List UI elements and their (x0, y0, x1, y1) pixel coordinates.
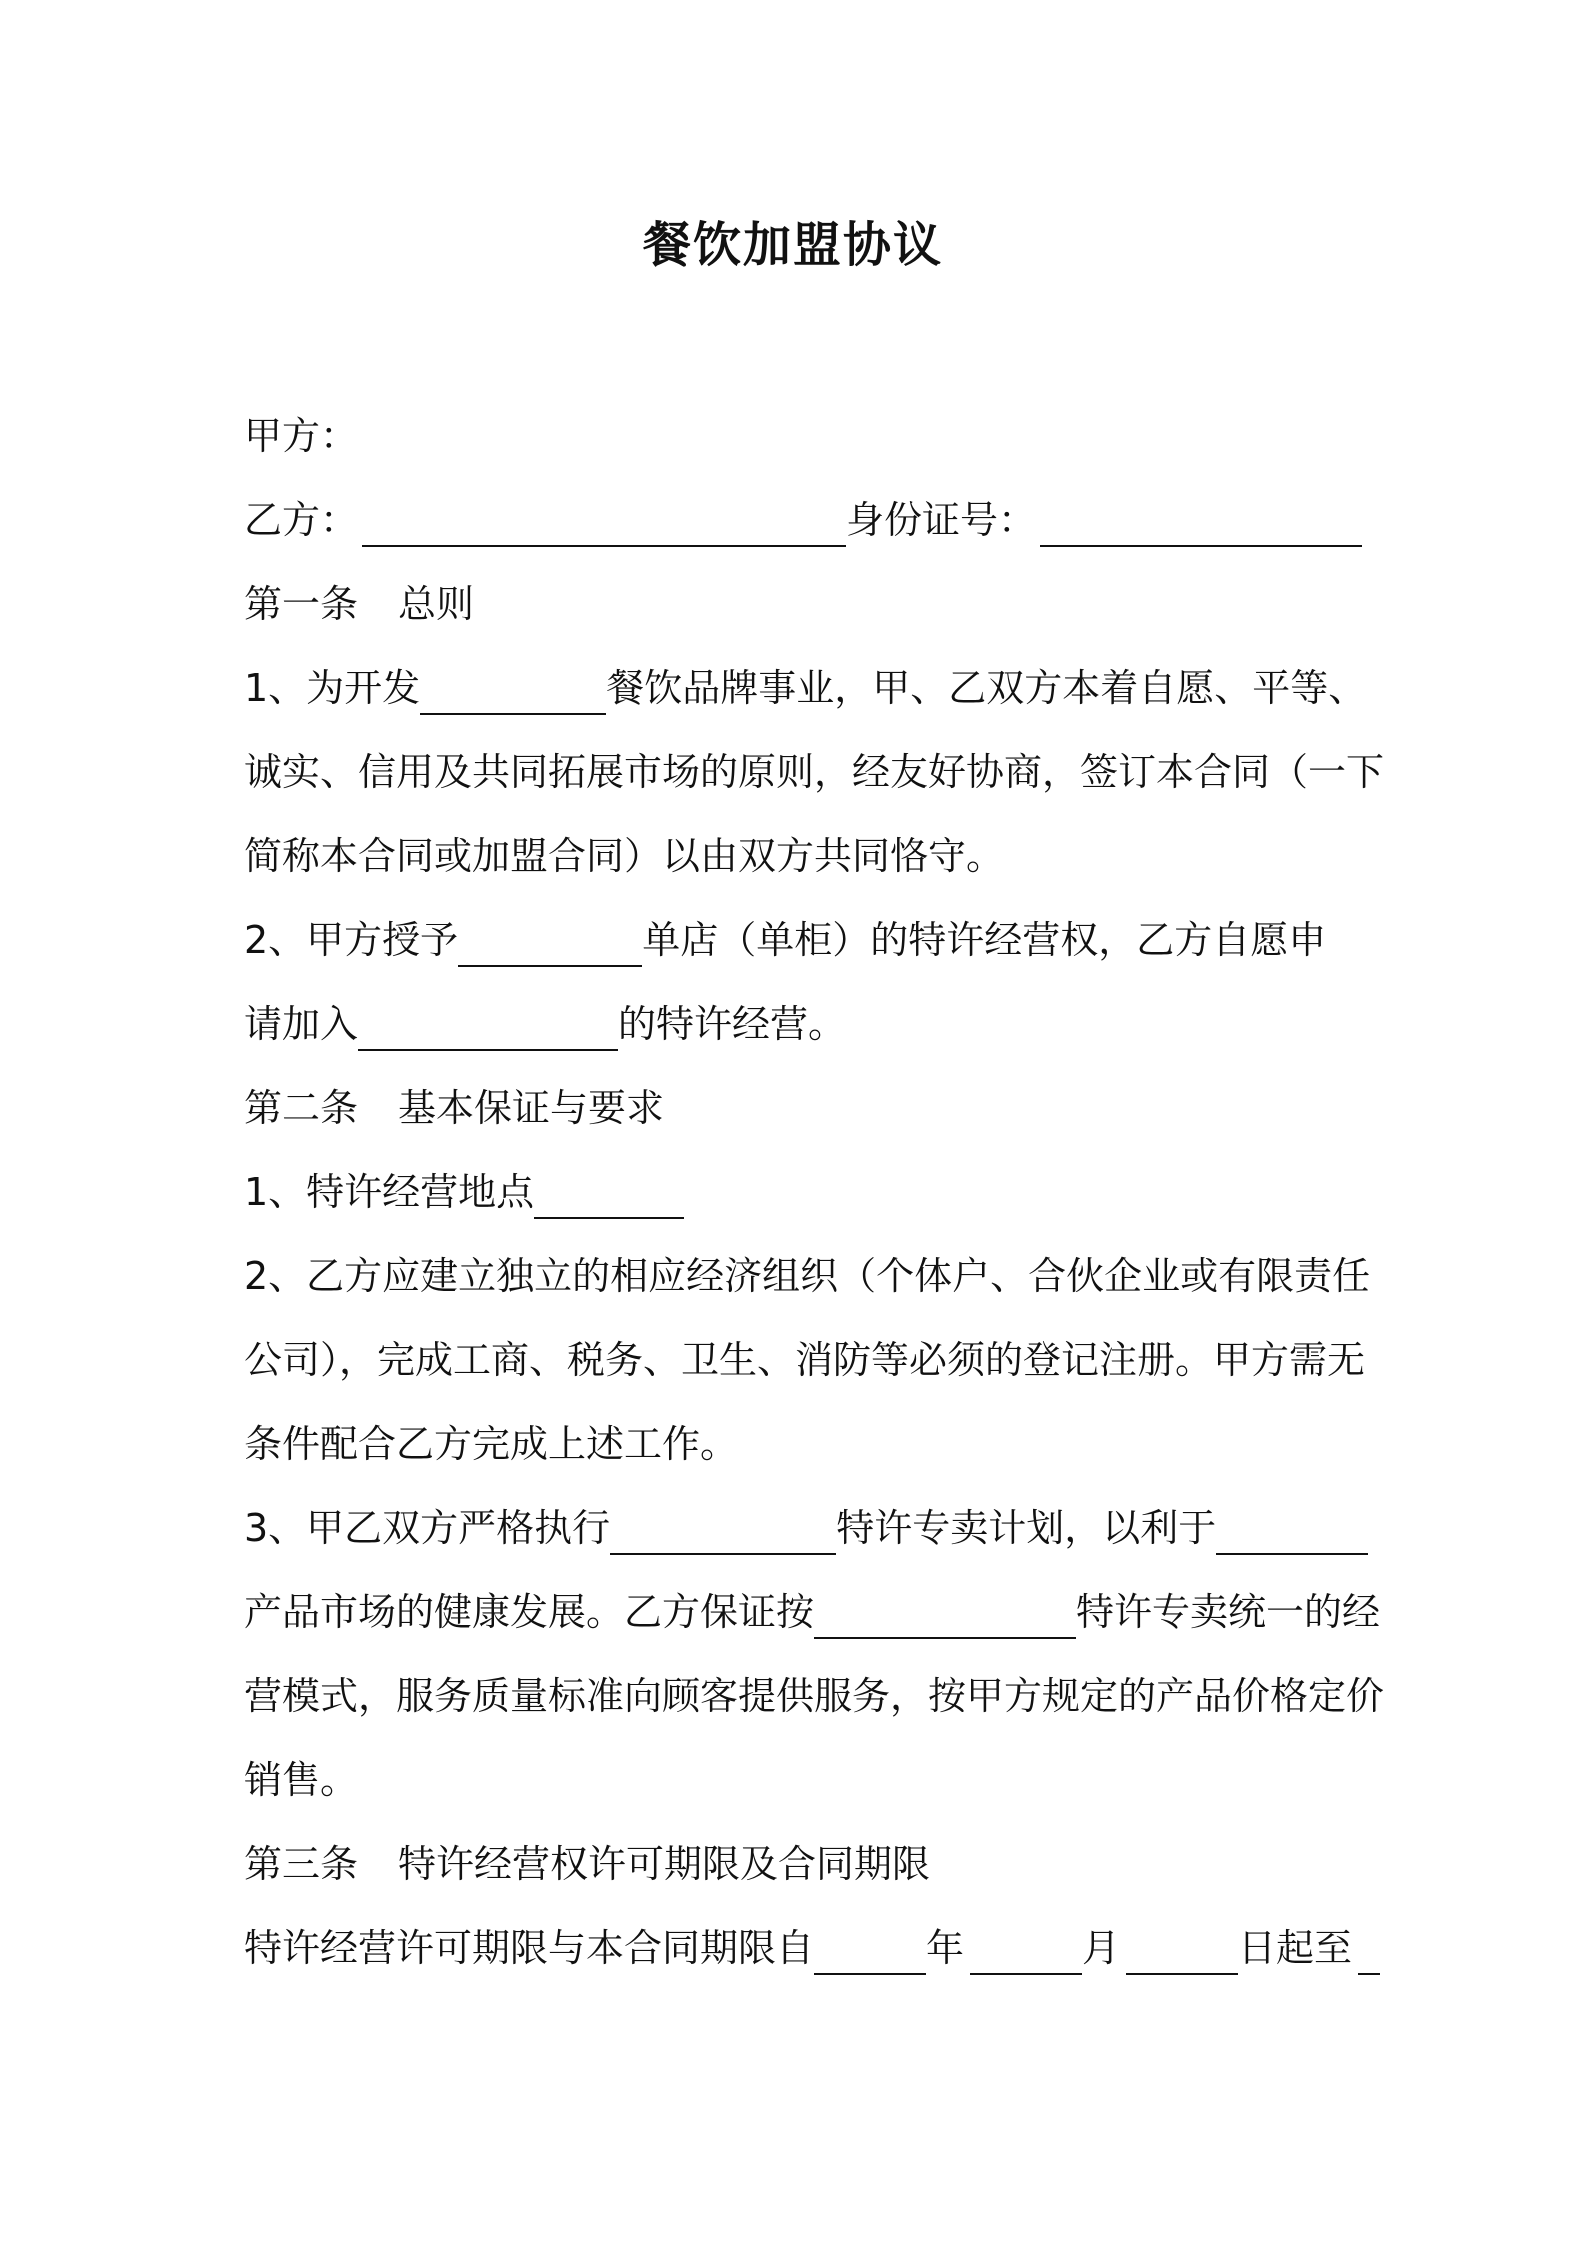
article-2-title: 基本保证与要求 (398, 1086, 665, 1130)
id-number-label: 身份证号： (846, 498, 1037, 542)
article-2-para-2-line-3: 条件配合乙方完成上述工作。 (244, 1422, 739, 1466)
article-1-heading (244, 574, 1354, 634)
end-date-blank[interactable] (1358, 1929, 1380, 1975)
article-1-para-1-line-3: 简称本合同或加盟合同）以由双方共同恪守。 (244, 834, 1005, 878)
party-a-line (244, 406, 1354, 466)
article-3-para-1-text: 特许经营许可期限与本合同期限自 (244, 1926, 815, 1970)
article-2-para-3-line-4: 销售。 (244, 1758, 359, 1802)
article-1-para-2-line-1 (244, 910, 1354, 970)
document-title: 餐饮加盟协议 (642, 217, 943, 273)
article-2-para-3-line-3: 营模式，服务质量标准向顾客提供服务，按甲方规定的产品价格定价 (244, 1674, 1385, 1718)
article-1-para-2-line-2 (244, 994, 1354, 1054)
party-b-label: 乙方： (244, 498, 359, 542)
year-label: 年 (926, 1926, 965, 1970)
article-1-label: 第一条 (244, 582, 359, 626)
article-2-para-1 (244, 1162, 1354, 1222)
article-1-para-1-line-1 (244, 658, 1367, 718)
article-1-para-2-text-b: 单店（单柜）的特许经营权，乙方自愿申 (642, 918, 1327, 962)
start-month-blank[interactable] (970, 1929, 1082, 1975)
article-1-para-2-text-c: 请加入 (244, 1002, 359, 1046)
article-2-para-3-text-b: 特许专卖计划，以利于 (836, 1506, 1217, 1550)
article-2-para-2-line-2: 公司），完成工商、税务、卫生、消防等必须的登记注册。甲方需无 (244, 1338, 1366, 1382)
article-1-para-2-text-a: 2、甲方授予 (244, 918, 459, 962)
product-brand-blank[interactable] (1216, 1509, 1368, 1555)
article-2-para-3-text-d: 特许专卖统一的经 (1076, 1590, 1381, 1634)
article-3-heading (244, 1834, 1354, 1894)
article-1-para-1-text-a: 1、为开发 (244, 666, 421, 710)
article-3-label: 第三条 (244, 1842, 359, 1886)
article-2-para-3-text-a: 3、甲乙双方严格执行 (244, 1506, 611, 1550)
id-number-blank[interactable] (1040, 501, 1362, 547)
plan-brand-blank[interactable] (610, 1509, 836, 1555)
party-a-label: 甲方： (244, 414, 359, 458)
article-1-title: 总则 (398, 582, 475, 626)
operating-mode-blank[interactable] (814, 1593, 1076, 1639)
grantee-blank[interactable] (458, 921, 642, 967)
article-1-para-1-text-b: 餐饮品牌事业，甲、乙双方本着自愿、平等、 (606, 666, 1367, 710)
start-day-blank[interactable] (1126, 1929, 1238, 1975)
article-2-para-3-line-1 (244, 1498, 1354, 1558)
location-blank[interactable] (534, 1173, 684, 1219)
article-2-para-3-text-c: 产品市场的健康发展。乙方保证按 (244, 1590, 815, 1634)
article-3-para-1 (244, 1918, 1354, 1978)
start-year-blank[interactable] (814, 1929, 926, 1975)
party-b-name-blank[interactable] (362, 501, 846, 547)
article-2-label: 第二条 (244, 1086, 359, 1130)
article-1-para-2-text-d: 的特许经营。 (618, 1002, 847, 1046)
month-label: 月 (1082, 1926, 1121, 1970)
article-2-heading (244, 1078, 1354, 1138)
franchise-brand-blank[interactable] (358, 1005, 618, 1051)
day-to-label: 日起至 (1238, 1926, 1353, 1970)
party-b-line (244, 490, 1354, 550)
article-1-para-1-line-2: 诚实、信用及共同拓展市场的原则，经友好协商，签订本合同（一下 (244, 750, 1385, 794)
article-3-title: 特许经营权许可期限及合同期限 (398, 1842, 931, 1886)
article-2-para-2-line-1: 2、乙方应建立独立的相应经济组织（个体户、合伙企业或有限责任 (244, 1254, 1371, 1298)
article-2-para-3-line-2 (244, 1582, 1381, 1642)
article-2-para-1-text: 1、特许经营地点 (244, 1170, 535, 1214)
brand-blank[interactable] (420, 669, 606, 715)
